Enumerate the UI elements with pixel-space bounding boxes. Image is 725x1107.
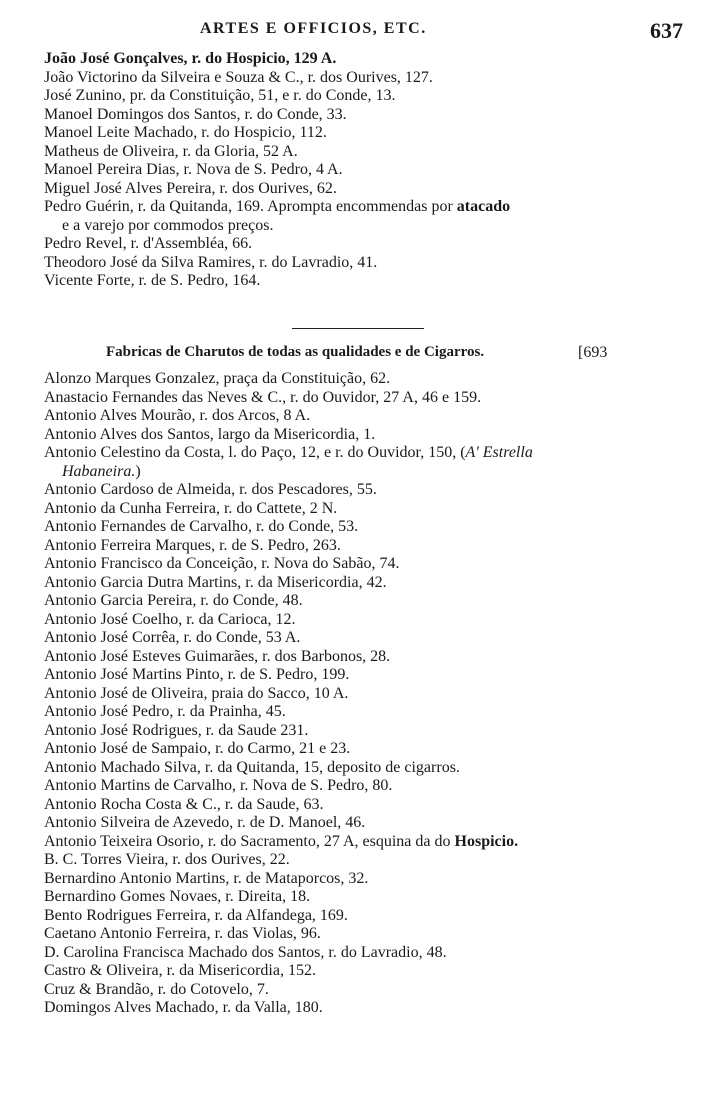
entry-text: Antonio José Corrêa, r. do Conde, 53 A. [44, 629, 301, 646]
directory-entry [0, 851, 725, 870]
directory-entry [0, 722, 725, 741]
directory-entry [0, 925, 725, 944]
entry-text: Vicente Forte, r. de S. Pedro, 164. [44, 272, 261, 289]
directory-entry [0, 143, 725, 162]
running-head [0, 20, 725, 46]
directory-entry [0, 481, 725, 500]
directory-entry [0, 555, 725, 574]
entry-text: Antonio José Pedro, r. da Prainha, 45. [44, 703, 286, 720]
entry-text: Antonio José Martins Pinto, r. de S. Pedro, 199. [44, 666, 350, 683]
section-heading [0, 344, 725, 366]
directory-entry [0, 888, 725, 907]
directory-entry [0, 907, 725, 926]
directory-entry [0, 740, 725, 759]
entry-text: Antonio Teixeira Osorio, r. do Sacramento, 27 A, esquina da do [44, 832, 455, 850]
entry-text: Habaneira. [62, 462, 136, 480]
directory-entry [0, 370, 725, 389]
entry-text: José Zunino, pr. da Constituição, 51, e r. do Conde, 13. [44, 87, 396, 104]
directory-entry [0, 106, 725, 125]
entry-text: Antonio José Rodrigues, r. da Saude 231. [44, 721, 309, 739]
directory-entry-continuation [0, 217, 725, 236]
entry-text: Antonio Garcia Pereira, r. do Conde, 48. [44, 592, 303, 609]
entry-text: Manoel Domingos dos Santos, r. do Conde, 33. [44, 105, 347, 123]
entry-text: Antonio Ferreira Marques, r. de S. Pedro, 263. [44, 536, 341, 554]
directory-entry [0, 703, 725, 722]
directory-entry [0, 629, 725, 648]
entry-text: Bernardino Gomes Novaes, r. Direita, 18. [44, 888, 311, 905]
entry-text: Bento Rodrigues Ferreira, r. da Alfandega, 169. [44, 906, 348, 924]
artes-officios-list [0, 50, 725, 291]
section-title: Fabricas de Charutos de todas as qualidades e de Cigarros. [106, 344, 485, 360]
directory-entry [0, 574, 725, 593]
entry-text: Theodoro José da Silva Ramires, r. do Lavradio, 41. [44, 253, 378, 271]
directory-entry [0, 870, 725, 889]
directory-entry [0, 272, 725, 291]
entry-text: D. Carolina Francisca Machado dos Santos, r. do Lavradio, 48. [44, 943, 447, 961]
directory-entry [0, 389, 725, 408]
entry-text: Pedro Guérin, r. da Quitanda, 169. Aprompta encommendas por [44, 198, 457, 215]
entry-text: Antonio José de Oliveira, praia do Sacco, 10 A. [44, 684, 349, 702]
directory-entry [0, 666, 725, 685]
directory-entry [0, 254, 725, 273]
entry-text: Antonio Silveira de Azevedo, r. de D. Manoel, 46. [44, 814, 366, 831]
entry-text: Alonzo Marques Gonzalez, praça da Constituição, 62. [44, 370, 391, 387]
entry-text: ) [135, 462, 141, 480]
directory-entry [0, 518, 725, 537]
directory-entry [0, 500, 725, 519]
entry-text: Antonio Cardoso de Almeida, r. dos Pescadores, 55. [44, 481, 377, 498]
directory-entry [0, 161, 725, 180]
entry-text: João Victorino da Silveira e Souza & C., r. dos Ourives, 127. [44, 68, 433, 86]
entry-text: João José Gonçalves, r. do Hospicio, 129 A. [44, 50, 337, 67]
entry-text: Caetano Antonio Ferreira, r. das Violas, 96. [44, 925, 321, 942]
directory-entry [0, 87, 725, 106]
entry-text: Antonio José de Sampaio, r. do Carmo, 21 e 23. [44, 740, 351, 757]
directory-entry [0, 50, 725, 69]
section-reference: [693 [578, 344, 608, 361]
directory-entry [0, 611, 725, 630]
entry-text: Domingos Alves Machado, r. da Valla, 180. [44, 999, 323, 1016]
directory-entry [0, 759, 725, 778]
entry-text: Antonio Rocha Costa & C., r. da Saude, 63. [44, 795, 324, 813]
directory-entry [0, 124, 725, 143]
directory-entry [0, 833, 725, 852]
entry-text: Matheus de Oliveira, r. da Gloria, 52 A. [44, 142, 298, 160]
directory-entry [0, 796, 725, 815]
directory-entry-continuation [0, 463, 725, 482]
entry-text: atacado [456, 198, 511, 215]
directory-entry [0, 444, 725, 463]
directory-entry [0, 685, 725, 704]
entry-text: Antonio Alves dos Santos, largo da Misericordia, 1. [44, 425, 376, 443]
entry-text: Bernardino Antonio Martins, r. de Mataporcos, 32. [44, 869, 369, 887]
entry-text: B. C. Torres Vieira, r. dos Ourives, 22. [44, 851, 290, 868]
entry-text: Antonio da Cunha Ferreira, r. do Cattete, 2 N. [44, 499, 338, 517]
entry-text: Cruz & Brandão, r. do Cotovelo, 7. [44, 980, 269, 998]
entry-text: Hospicio. [454, 832, 519, 850]
entry-text: Antonio Alves Mourão, r. dos Arcos, 8 A. [44, 407, 311, 424]
running-title: ARTES E OFFICIOS, ETC. [200, 20, 427, 37]
entry-text: Anastacio Fernandes das Neves & C., r. do Ouvidor, 27 A, 46 e 159. [44, 388, 482, 406]
entry-text: Antonio Martins de Carvalho, r. Nova de S. Pedro, 80. [44, 777, 393, 794]
directory-entry [0, 814, 725, 833]
directory-entry [0, 69, 725, 88]
entry-text: Antonio Fernandes de Carvalho, r. do Conde, 53. [44, 518, 359, 535]
entry-text: Antonio Garcia Dutra Martins, r. da Misericordia, 42. [44, 573, 387, 591]
directory-entry [0, 235, 725, 254]
page-number: 637 [650, 18, 683, 43]
entry-text: Antonio José Coelho, r. da Carioca, 12. [44, 610, 296, 628]
entry-text: Pedro Revel, r. d'Assembléa, 66. [44, 235, 253, 252]
section-divider [292, 328, 424, 329]
entry-text: A' Estrella [465, 444, 533, 461]
directory-entry [0, 537, 725, 556]
directory-entry [0, 407, 725, 426]
directory-entry [0, 592, 725, 611]
entry-text: Miguel José Alves Pereira, r. dos Ourives, 62. [44, 179, 337, 197]
directory-entry [0, 962, 725, 981]
entry-text: Antonio Machado Silva, r. da Quitanda, 15, deposito de cigarros. [44, 758, 460, 776]
entry-text: Antonio Francisco da Conceição, r. Nova do Sabão, 74. [44, 555, 400, 572]
entry-text: e a varejo por commodos preços. [62, 216, 274, 234]
entry-text: Castro & Oliveira, r. da Misericordia, 152. [44, 962, 316, 979]
directory-entry [0, 426, 725, 445]
directory-entry [0, 198, 725, 217]
charutos-list [0, 370, 725, 1018]
entry-text: Manoel Pereira Dias, r. Nova de S. Pedro, 4 A. [44, 161, 343, 178]
entry-text: Antonio Celestino da Costa, l. do Paço, 12, e r. do Ouvidor, 150, ( [44, 444, 466, 461]
entry-text: Manoel Leite Machado, r. do Hospicio, 112. [44, 124, 327, 141]
directory-entry [0, 777, 725, 796]
entry-text: Antonio José Esteves Guimarães, r. dos Barbonos, 28. [44, 647, 391, 665]
directory-entry [0, 999, 725, 1018]
directory-entry [0, 648, 725, 667]
directory-entry [0, 180, 725, 199]
directory-entry [0, 944, 725, 963]
directory-entry [0, 981, 725, 1000]
